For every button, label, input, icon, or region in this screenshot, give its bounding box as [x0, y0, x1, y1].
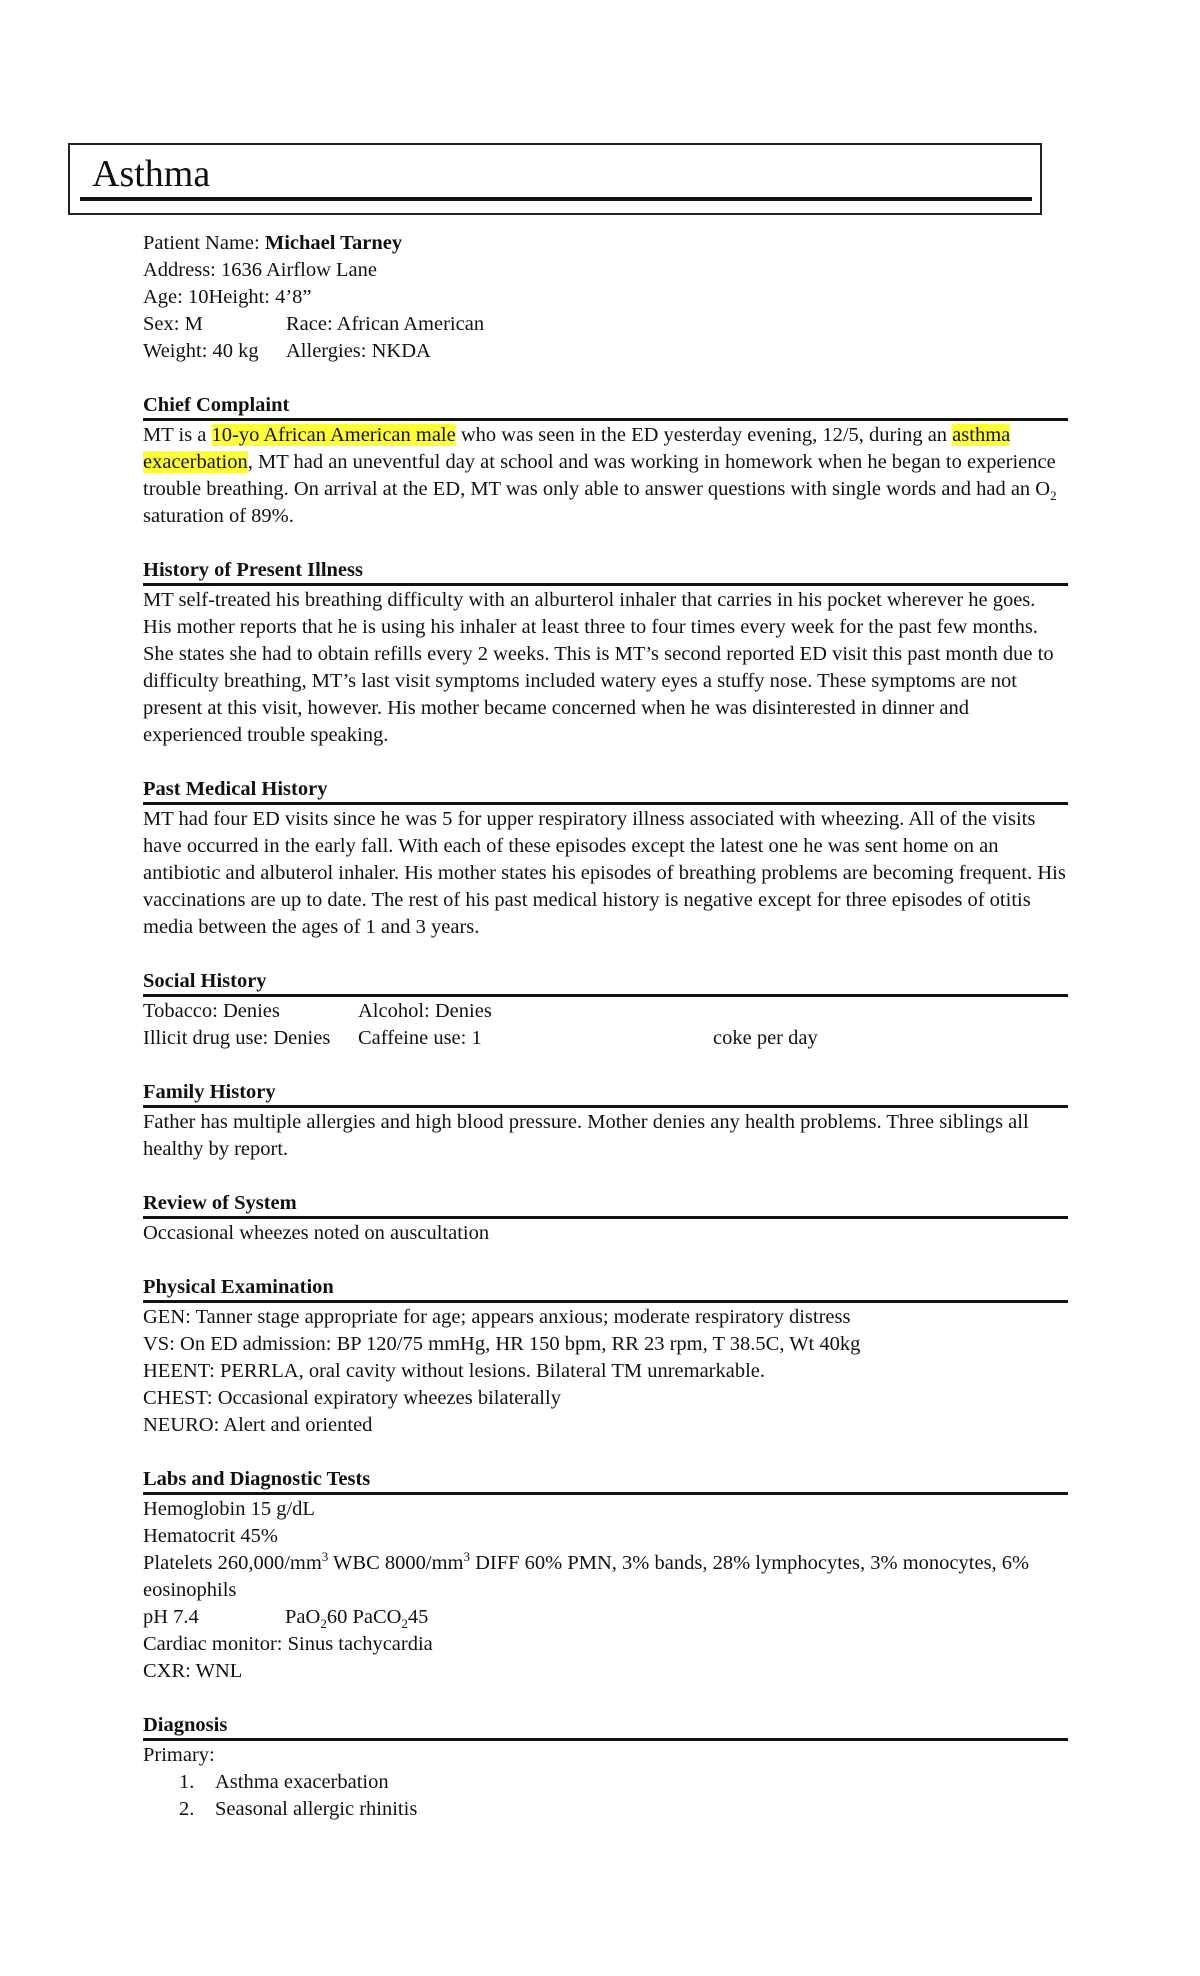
highlighted-text: 10-yo African American male	[211, 424, 456, 446]
lab-cardiac-monitor: Cardiac monitor: Sinus tachycardia	[143, 1633, 433, 1655]
caffeine-use: Caffeine use: 1	[358, 1027, 482, 1049]
social-history-body	[143, 998, 1068, 1052]
lab-hematocrit: Hematocrit 45%	[143, 1525, 278, 1547]
patient-name-row	[143, 230, 1068, 257]
text-run: MT is a	[143, 424, 212, 446]
patient-name-label: Patient Name:	[143, 232, 260, 254]
list-item	[143, 1769, 1068, 1796]
family-history-section	[143, 1079, 1068, 1163]
lab-cxr: CXR: WNL	[143, 1660, 243, 1682]
superscript: 3	[463, 1549, 470, 1565]
chief-complaint-section	[143, 392, 1068, 530]
superscript: 3	[321, 1549, 329, 1565]
title-underline	[80, 197, 1032, 201]
pmh-section	[143, 776, 1068, 941]
list-number: 1.	[179, 1771, 195, 1793]
section-heading: Chief Complaint	[143, 392, 1068, 421]
pmh-text: MT had four ED visits since he was 5 for upper respiratory illness associated with wheezing. All of the visits have occurred in the early fall. With each of these episodes except the latest one he was sent home on an antibiotic and albuterol inhaler. His mother states his episodes of breathing problems are becoming frequent. His vaccinations are up to date. The rest of his past medical history is negative except for three episodes of otitis media between the ages of 1 and 3 years.	[143, 808, 1066, 938]
hpi-section	[143, 557, 1068, 749]
subscript: 2	[320, 1616, 327, 1632]
illicit-drug-use: Illicit drug use: Denies	[143, 1027, 331, 1049]
text-run: , MT had an uneventful day at school and was working in homework when he began to experience trouble breathing. On arrival at the ED, MT was only able to answer questions with single words and had an O	[143, 451, 1056, 500]
lab-hemoglobin: Hemoglobin 15 g/dL	[143, 1498, 315, 1520]
lab-ph: pH 7.4	[143, 1606, 199, 1628]
section-heading: Labs and Diagnostic Tests	[143, 1466, 1068, 1495]
tobacco-use: Tobacco: Denies	[143, 1000, 280, 1022]
chief-complaint-text	[143, 422, 1068, 530]
section-heading: Diagnosis	[143, 1712, 1068, 1741]
lab-cbc	[143, 1550, 1068, 1604]
ros-text: Occasional wheezes noted on auscultation	[143, 1222, 490, 1244]
social-row	[143, 1025, 1068, 1052]
social-history-section	[143, 968, 1068, 1052]
diagnosis-section	[143, 1712, 1068, 1823]
subscript: 2	[401, 1616, 408, 1632]
lab-blood-gas	[143, 1604, 1068, 1631]
title-box	[68, 143, 1042, 215]
section-heading: History of Present Illness	[143, 557, 1068, 586]
text-run: DIFF 60% PMN, 3% bands, 28% lymphocytes, 3% monocytes, 6% eosinophils	[143, 1552, 1030, 1601]
section-heading: Family History	[143, 1079, 1068, 1108]
patient-weight: Weight: 40 kg	[143, 340, 259, 362]
patient-height: Height: 4’8”	[208, 286, 312, 308]
labs-section	[143, 1466, 1068, 1685]
physical-exam-body	[143, 1304, 1068, 1439]
document-content	[143, 230, 1068, 1850]
exam-line: HEENT: PERRLA, oral cavity without lesions. Bilateral TM unremarkable.	[143, 1360, 766, 1382]
diagnosis-body	[143, 1742, 1068, 1823]
review-of-system-section	[143, 1190, 1068, 1247]
section-heading: Review of System	[143, 1190, 1068, 1219]
diagnosis-text: Seasonal allergic rhinitis	[215, 1798, 418, 1820]
diagnosis-primary-label: Primary:	[143, 1744, 215, 1766]
patient-address: Address: 1636 Airflow Lane	[143, 259, 377, 281]
exam-line: NEURO: Alert and oriented	[143, 1414, 373, 1436]
subscript: 2	[1050, 488, 1057, 504]
text-run: 60 PaCO	[326, 1606, 402, 1628]
text-run: PaO	[285, 1606, 321, 1628]
section-heading: Physical Examination	[143, 1274, 1068, 1303]
text-run: WBC 8000/mm	[328, 1552, 464, 1574]
text-run: 45	[407, 1606, 429, 1628]
weight-allergy-row	[143, 338, 1068, 365]
exam-line: VS: On ED admission: BP 120/75 mmHg, HR 150 bpm, RR 23 rpm, T 38.5C, Wt 40kg	[143, 1333, 861, 1355]
document-title: Asthma	[92, 153, 211, 195]
diagnosis-list	[143, 1769, 1068, 1823]
age-height-row	[143, 284, 1068, 311]
patient-name-value: Michael Tarney	[264, 232, 403, 254]
patient-allergies: Allergies: NKDA	[286, 340, 431, 362]
text-run: saturation of 89%.	[143, 505, 294, 527]
patient-race: Race: African American	[286, 313, 485, 335]
alcohol-use: Alcohol: Denies	[358, 1000, 492, 1022]
text-run: who was seen in the ED yesterday evening, 12/5, during an	[455, 424, 953, 446]
sex-race-row	[143, 311, 1068, 338]
hpi-text: MT self-treated his breathing difficulty with an alburterol inhaler that carries in his pocket wherever he goes. His mother reports that he is using his inhaler at least three to four times every week for the past few months. She states she had to obtain refills every 2 weeks. This is MT’s second reported ED visit this past month due to difficulty breathing, MT’s last visit symptoms included watery eyes a stuffy nose. These symptoms are not present at this visit, however. His mother became concerned when he was disinterested in dinner and experienced trouble speaking.	[143, 589, 1054, 746]
exam-line: CHEST: Occasional expiratory wheezes bilaterally	[143, 1387, 561, 1409]
diagnosis-text: Asthma exacerbation	[215, 1771, 389, 1793]
section-heading: Past Medical History	[143, 776, 1068, 805]
labs-body	[143, 1496, 1068, 1685]
physical-exam-section	[143, 1274, 1068, 1439]
list-number: 2.	[179, 1798, 195, 1820]
list-item	[143, 1796, 1068, 1823]
family-history-text: Father has multiple allergies and high blood pressure. Mother denies any health problems. Three siblings all healthy by report.	[143, 1111, 1029, 1160]
caffeine-unit: coke per day	[713, 1027, 818, 1049]
patient-age: Age: 10	[143, 286, 209, 308]
social-row	[143, 998, 1068, 1025]
patient-sex: Sex: M	[143, 313, 203, 335]
patient-demographics	[143, 230, 1068, 365]
text-run: Platelets 260,000/mm	[143, 1552, 322, 1574]
section-heading: Social History	[143, 968, 1068, 997]
highlighted-text: asthma exacerbation	[143, 424, 1011, 473]
exam-line: GEN: Tanner stage appropriate for age; appears anxious; moderate respiratory distress	[143, 1306, 851, 1328]
